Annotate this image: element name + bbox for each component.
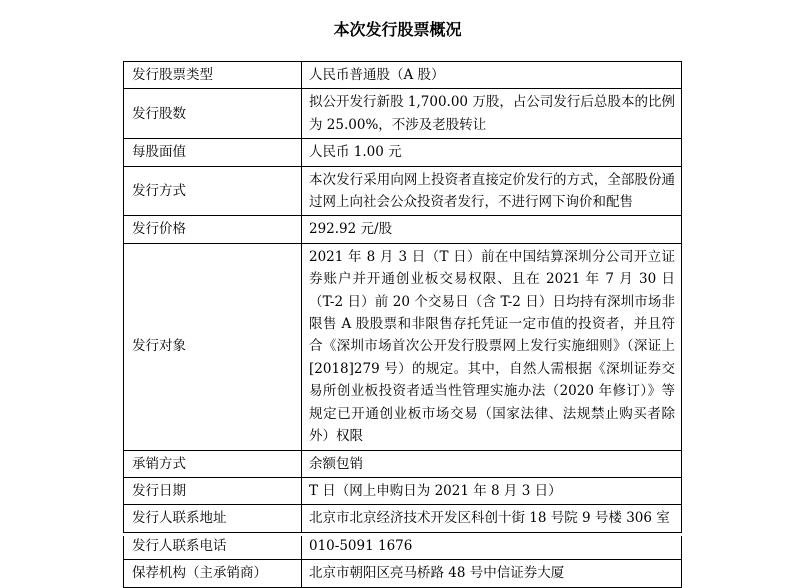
table-row bbox=[124, 89, 682, 139]
table-row bbox=[124, 216, 682, 243]
table-row bbox=[124, 560, 682, 587]
row-value: 人民币 1.00 元 bbox=[302, 139, 682, 166]
row-value: 余额包销 bbox=[302, 450, 682, 477]
table-row bbox=[124, 243, 682, 450]
table-row bbox=[124, 505, 682, 532]
row-label: 发行股票类型 bbox=[124, 62, 302, 89]
offering-overview-table bbox=[123, 61, 682, 588]
row-value: 本次发行采用向网上投资者直接定价发行的方式，全部股份通过网上向社会公众投资者发行，不进行网下询价和配售 bbox=[302, 166, 682, 216]
row-value: T 日（网上申购日为 2021 年 8 月 3 日） bbox=[302, 477, 682, 504]
row-label: 发行股数 bbox=[124, 89, 302, 139]
row-label: 发行人联系电话 bbox=[124, 532, 302, 559]
row-value: 292.92 元/股 bbox=[302, 216, 682, 243]
table-row bbox=[124, 139, 682, 166]
row-value: 北京市朝阳区亮马桥路 48 号中信证券大厦 bbox=[302, 560, 682, 587]
table-row bbox=[124, 477, 682, 504]
table-row bbox=[124, 532, 682, 559]
table-row bbox=[124, 62, 682, 89]
row-label: 发行日期 bbox=[124, 477, 302, 504]
document-title: 本次发行股票概况 bbox=[333, 20, 462, 39]
row-value: 北京市北京经济技术开发区科创十街 18 号院 9 号楼 306 室 bbox=[302, 505, 682, 532]
row-label: 发行方式 bbox=[124, 166, 302, 216]
table-row bbox=[124, 450, 682, 477]
row-label: 发行价格 bbox=[124, 216, 302, 243]
row-label: 每股面值 bbox=[124, 139, 302, 166]
row-label: 承销方式 bbox=[124, 450, 302, 477]
table-row bbox=[124, 166, 682, 216]
row-label: 发行对象 bbox=[124, 243, 302, 450]
row-value: 拟公开发行新股 1,700.00 万股，占公司发行后总股本的比例为 25.00%，不涉及老股转让 bbox=[302, 89, 682, 139]
row-value: 人民币普通股（A 股） bbox=[302, 62, 682, 89]
row-label: 保荐机构（主承销商） bbox=[124, 560, 302, 587]
row-value: 010-5091 1676 bbox=[302, 532, 682, 559]
row-label: 发行人联系地址 bbox=[124, 505, 302, 532]
row-value: 2021 年 8 月 3 日（T 日）前在中国结算深圳分公司开立证券账户并开通创业板交易权限、且在 2021 年 7 月 30 日（T-2 日）前 20 个交易日（含 T-2 日）日均持有深圳市场非限售 A 股股票和非限售存托凭证一定市值的投资者，并且符合《深圳市场首次公开发行股票网上发行实施细则》（深证上[2018]279 号）的规定。其中，自然人需根据《深圳证券交易所创业板投资者适当性管理实施办法（2020 年修订）》等规定已开通创业板市场交易（国家法律、法规禁止购买者除外）权限 bbox=[302, 243, 682, 450]
